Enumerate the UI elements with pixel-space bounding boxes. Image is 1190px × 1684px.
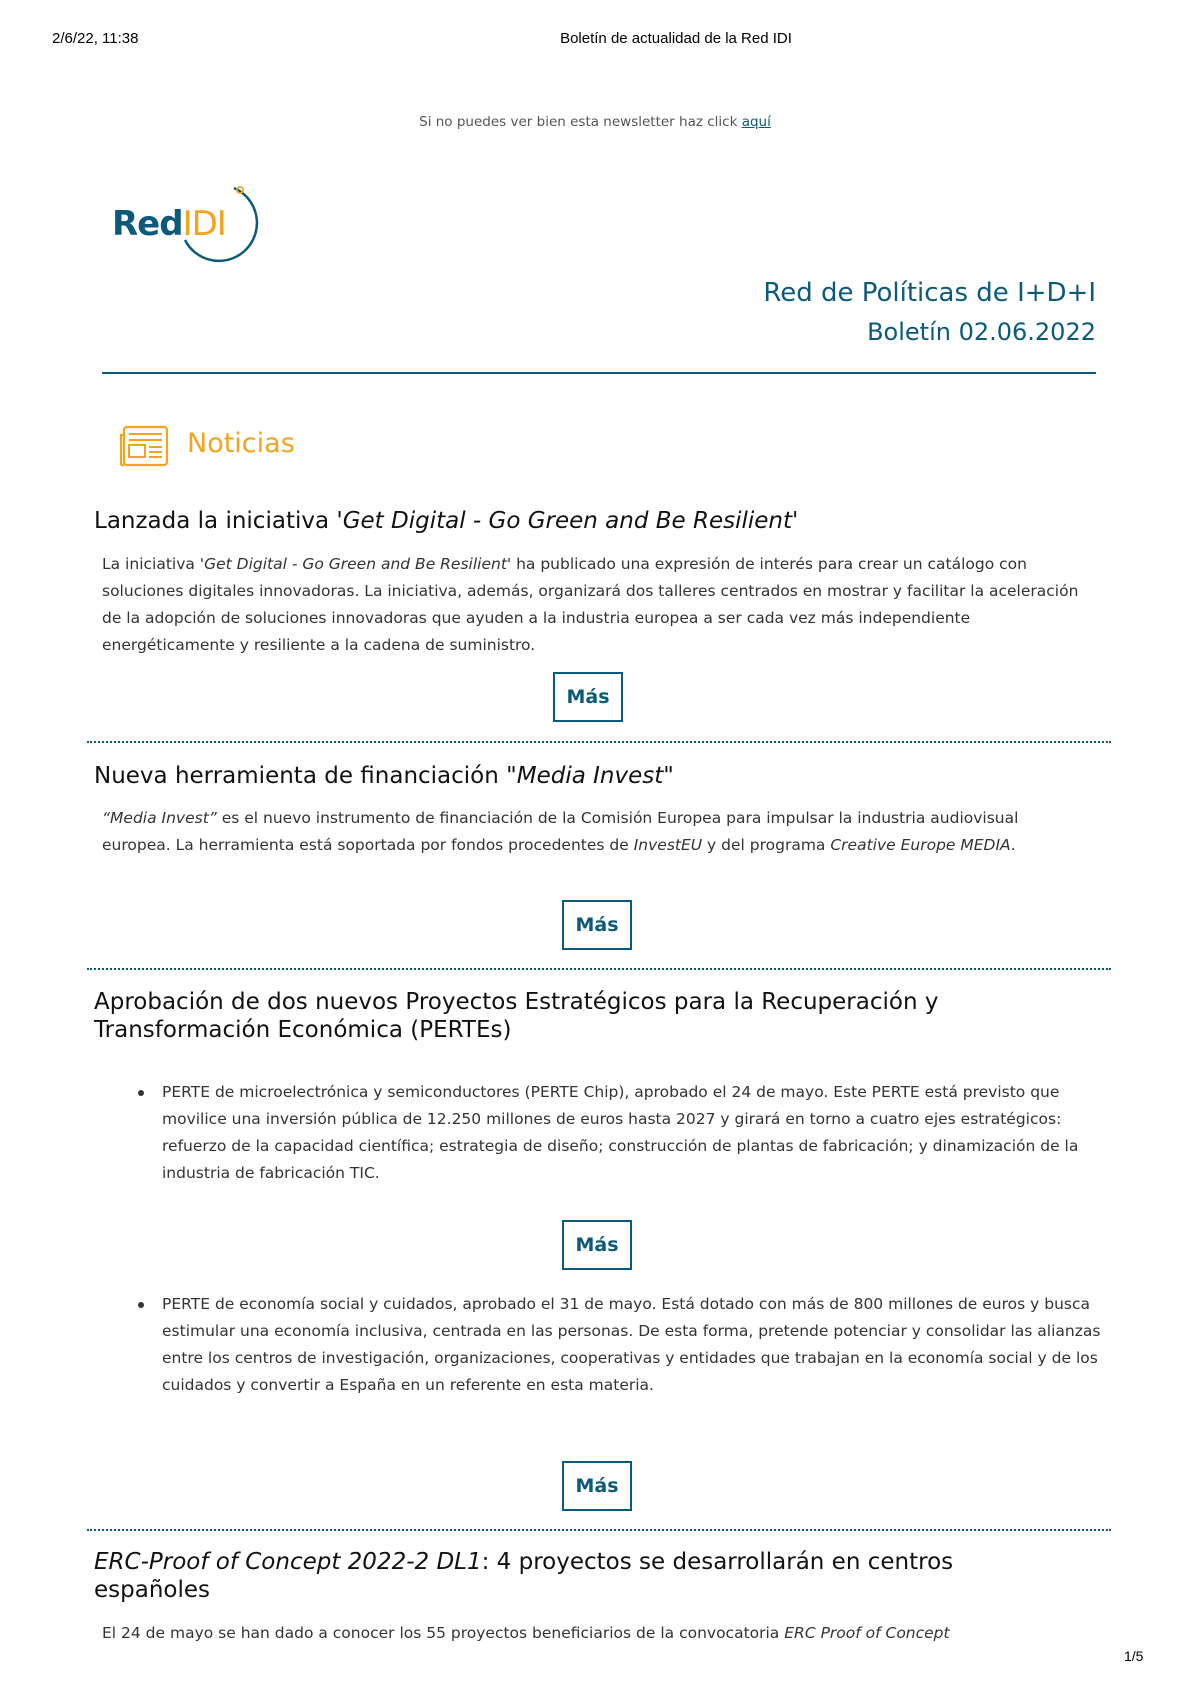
article-divider <box>87 741 1111 743</box>
list-item: PERTE de economía social y cuidados, aprobado el 31 de mayo. Está dotado con más de 800 millones de euros y busca estimular una economía inclusiva, centrada en las personas. De esta forma, pretende potenciar y consolidar las alianzas entre los centros de investigación, organizaciones, cooperativas y entidades que trabajan en la economía social y de los cuidados y convertir a España en un referente en esta materia. <box>162 1295 1101 1394</box>
article-title: Lanzada la iniciativa 'Get Digital - Go Green and Be Resilient' <box>94 508 799 534</box>
article-body: La iniciativa 'Get Digital - Go Green and Be Resilient' ha publicado una expresión de interés para crear un catálogo con soluciones digitales innovadoras. La iniciativa, además, organizará dos talleres centrados en mostrar y facilitar la aceleración de la adopción de soluciones innovadoras que ayuden a la industria europea a ser cada vez más independiente energéticamente y resiliente a la cadena de suministro. <box>102 555 1079 654</box>
article-title: Aprobación de dos nuevos Proyectos Estratégicos para la Recuperación y Transformación Económica (PERTEs) <box>94 989 939 1043</box>
bullet <box>138 1090 144 1096</box>
print-datetime: 2/6/22, 11:38 <box>52 30 139 47</box>
header-divider <box>102 372 1096 374</box>
list-item: PERTE de microelectrónica y semiconductores (PERTE Chip), aprobado el 24 de mayo. Este PERTE está previsto que movilice una inversión pública de 12.250 millones de euros hasta 2027 y girará en torno a cuatro ejes estratégicos: refuerzo de la capacidad científica; estrategia de diseño; construcción de plantas de fabricación; y dinamización de la industria de fabricación TIC. <box>162 1083 1079 1182</box>
view-online-notice <box>0 114 1190 130</box>
bullet <box>138 1302 144 1308</box>
more-button[interactable]: Más <box>562 1461 632 1511</box>
article-title: Nueva herramienta de financiación "Media Invest" <box>94 763 674 789</box>
network-title: Red de Políticas de I+D+I <box>763 278 1096 308</box>
article-divider <box>87 1529 1111 1531</box>
redidi-logo <box>110 182 270 266</box>
page-number: 1/5 <box>1124 1648 1144 1664</box>
print-title: Boletín de actualidad de la Red IDI <box>560 30 792 47</box>
more-button[interactable]: Más <box>562 900 632 950</box>
bulletin-date: Boletín 02.06.2022 <box>867 318 1096 346</box>
logo-text-red: Red <box>112 204 183 244</box>
article-body: El 24 de mayo se han dado a conocer los 55 proyectos beneficiarios de la convocatoria ERC Proof of Concept <box>102 1624 950 1642</box>
view-online-link[interactable]: aquí <box>741 114 771 130</box>
notice-text: Si no puedes ver bien esta newsletter haz click <box>419 114 742 130</box>
more-button[interactable]: Más <box>553 672 623 722</box>
more-button[interactable]: Más <box>562 1220 632 1270</box>
article-title: ERC-Proof of Concept 2022-2 DL1: 4 proyectos se desarrollarán en centros españoles <box>94 1549 954 1603</box>
logo-text-idi: IDI <box>182 204 226 244</box>
newspaper-icon <box>119 425 169 467</box>
article-divider <box>87 968 1111 970</box>
section-title-news: Noticias <box>187 428 295 459</box>
article-body: “Media Invest” es el nuevo instrumento de financiación de la Comisión Europea para impulsar la industria audiovisual europea. La herramienta está soportada por fondos procedentes de InvestEU y del programa Creative Europe MEDIA. <box>102 809 1019 854</box>
